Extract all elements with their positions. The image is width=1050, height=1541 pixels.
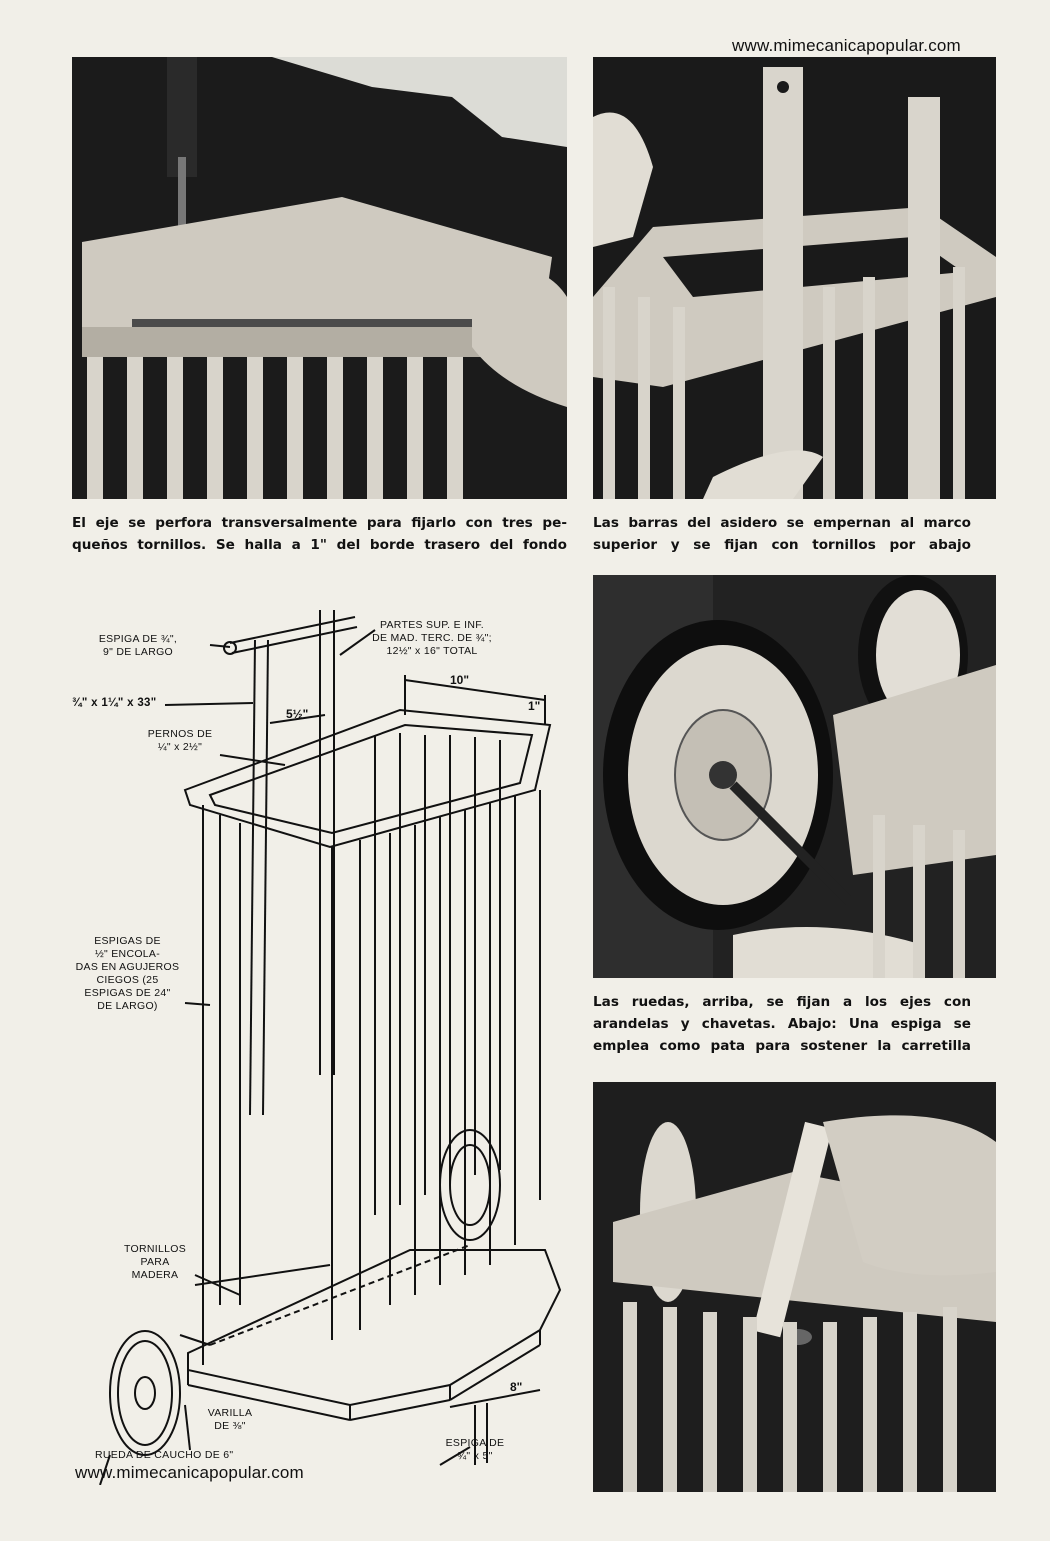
label-dowels: [70, 935, 185, 1013]
dim-base: 8": [510, 1380, 523, 1394]
label-rod-line-2: DE ⅜": [214, 1420, 246, 1432]
label-leg: [425, 1437, 525, 1463]
dim-width: 10": [450, 673, 470, 687]
caption-axle: [72, 512, 567, 556]
caption-axle-line-2: queños tornillos. Se halla a 1" del borde trasero del fondo: [72, 537, 567, 553]
caption-wheels-line-1: Las ruedas, arriba, se fijan a los ejes con: [593, 994, 971, 1010]
label-wheel: RUEDA DE CAUCHO DE 6": [95, 1449, 234, 1461]
photo-wheel-mounting: [593, 575, 996, 978]
label-dowel-top-line-2: 9" DE LARGO: [102, 646, 174, 658]
label-dowels-line-3: DAS EN AGUJEROS: [75, 961, 180, 973]
label-dowel-top: [78, 633, 198, 659]
photo-handle-bars: [593, 57, 996, 499]
label-dowels-line-6: DE LARGO): [97, 1000, 158, 1012]
dim-offset: 1": [528, 699, 541, 713]
label-frames-line-3: 12½" x 16" TOTAL: [386, 645, 478, 657]
photo-drilling-axle: [72, 57, 567, 499]
label-bolts-line-2: ¼" x 2½": [157, 741, 203, 753]
label-leg-line-2: ¾" x 5": [457, 1450, 493, 1462]
caption-handle-line-1: Las barras del asidero se empernan al marco: [593, 515, 971, 531]
label-dowels-line-4: CIEGOS (25: [96, 974, 159, 986]
caption-handle: [593, 512, 971, 556]
label-rod: [190, 1407, 270, 1433]
site-url-top[interactable]: www.mimecanicapopular.com: [732, 36, 961, 55]
label-leg-line-1: ESPIGA DE: [445, 1437, 505, 1449]
caption-wheels-line-2: arandelas y chavetas. Abajo: Una espiga se: [593, 1016, 971, 1032]
label-handle-size: ¾" x 1¼" x 33": [72, 697, 157, 709]
label-screws: [110, 1243, 200, 1282]
caption-wheels-line-3: emplea como pata para sostener la carretilla: [593, 1038, 971, 1054]
label-dowels-line-1: ESPIGAS DE: [94, 935, 161, 947]
photo-leg-dowel: [593, 1082, 996, 1492]
label-bolts-line-1: PERNOS DE: [147, 728, 213, 740]
site-url-bottom[interactable]: www.mimecanicapopular.com: [75, 1463, 304, 1482]
label-frames-line-2: DE MAD. TERC. DE ¾";: [372, 632, 492, 644]
cart-drawing: [70, 585, 580, 1485]
dim-spacing: 5½": [286, 707, 309, 721]
label-dowels-line-2: ½" ENCOLA-: [94, 948, 161, 960]
label-dowels-line-5: ESPIGAS DE 24": [84, 987, 171, 999]
cart-diagram: [70, 585, 580, 1485]
label-rod-line-1: VARILLA: [207, 1407, 253, 1419]
label-bolts: [130, 728, 230, 754]
label-dowel-top-line-1: ESPIGA DE ¾",: [98, 633, 178, 645]
label-frames-line-1: PARTES SUP. E INF.: [379, 619, 485, 631]
caption-handle-line-2: superior y se fijan con tornillos por abajo: [593, 537, 971, 553]
label-screws-line-1: TORNILLOS: [123, 1243, 187, 1255]
label-screws-line-3: MADERA: [131, 1269, 179, 1281]
label-screws-line-2: PARA: [140, 1256, 170, 1268]
caption-axle-line-1: El eje se perfora transversalmente para fijarlo con tres pe-: [72, 515, 567, 531]
label-frames: [362, 619, 502, 658]
caption-wheels: [593, 991, 971, 1057]
